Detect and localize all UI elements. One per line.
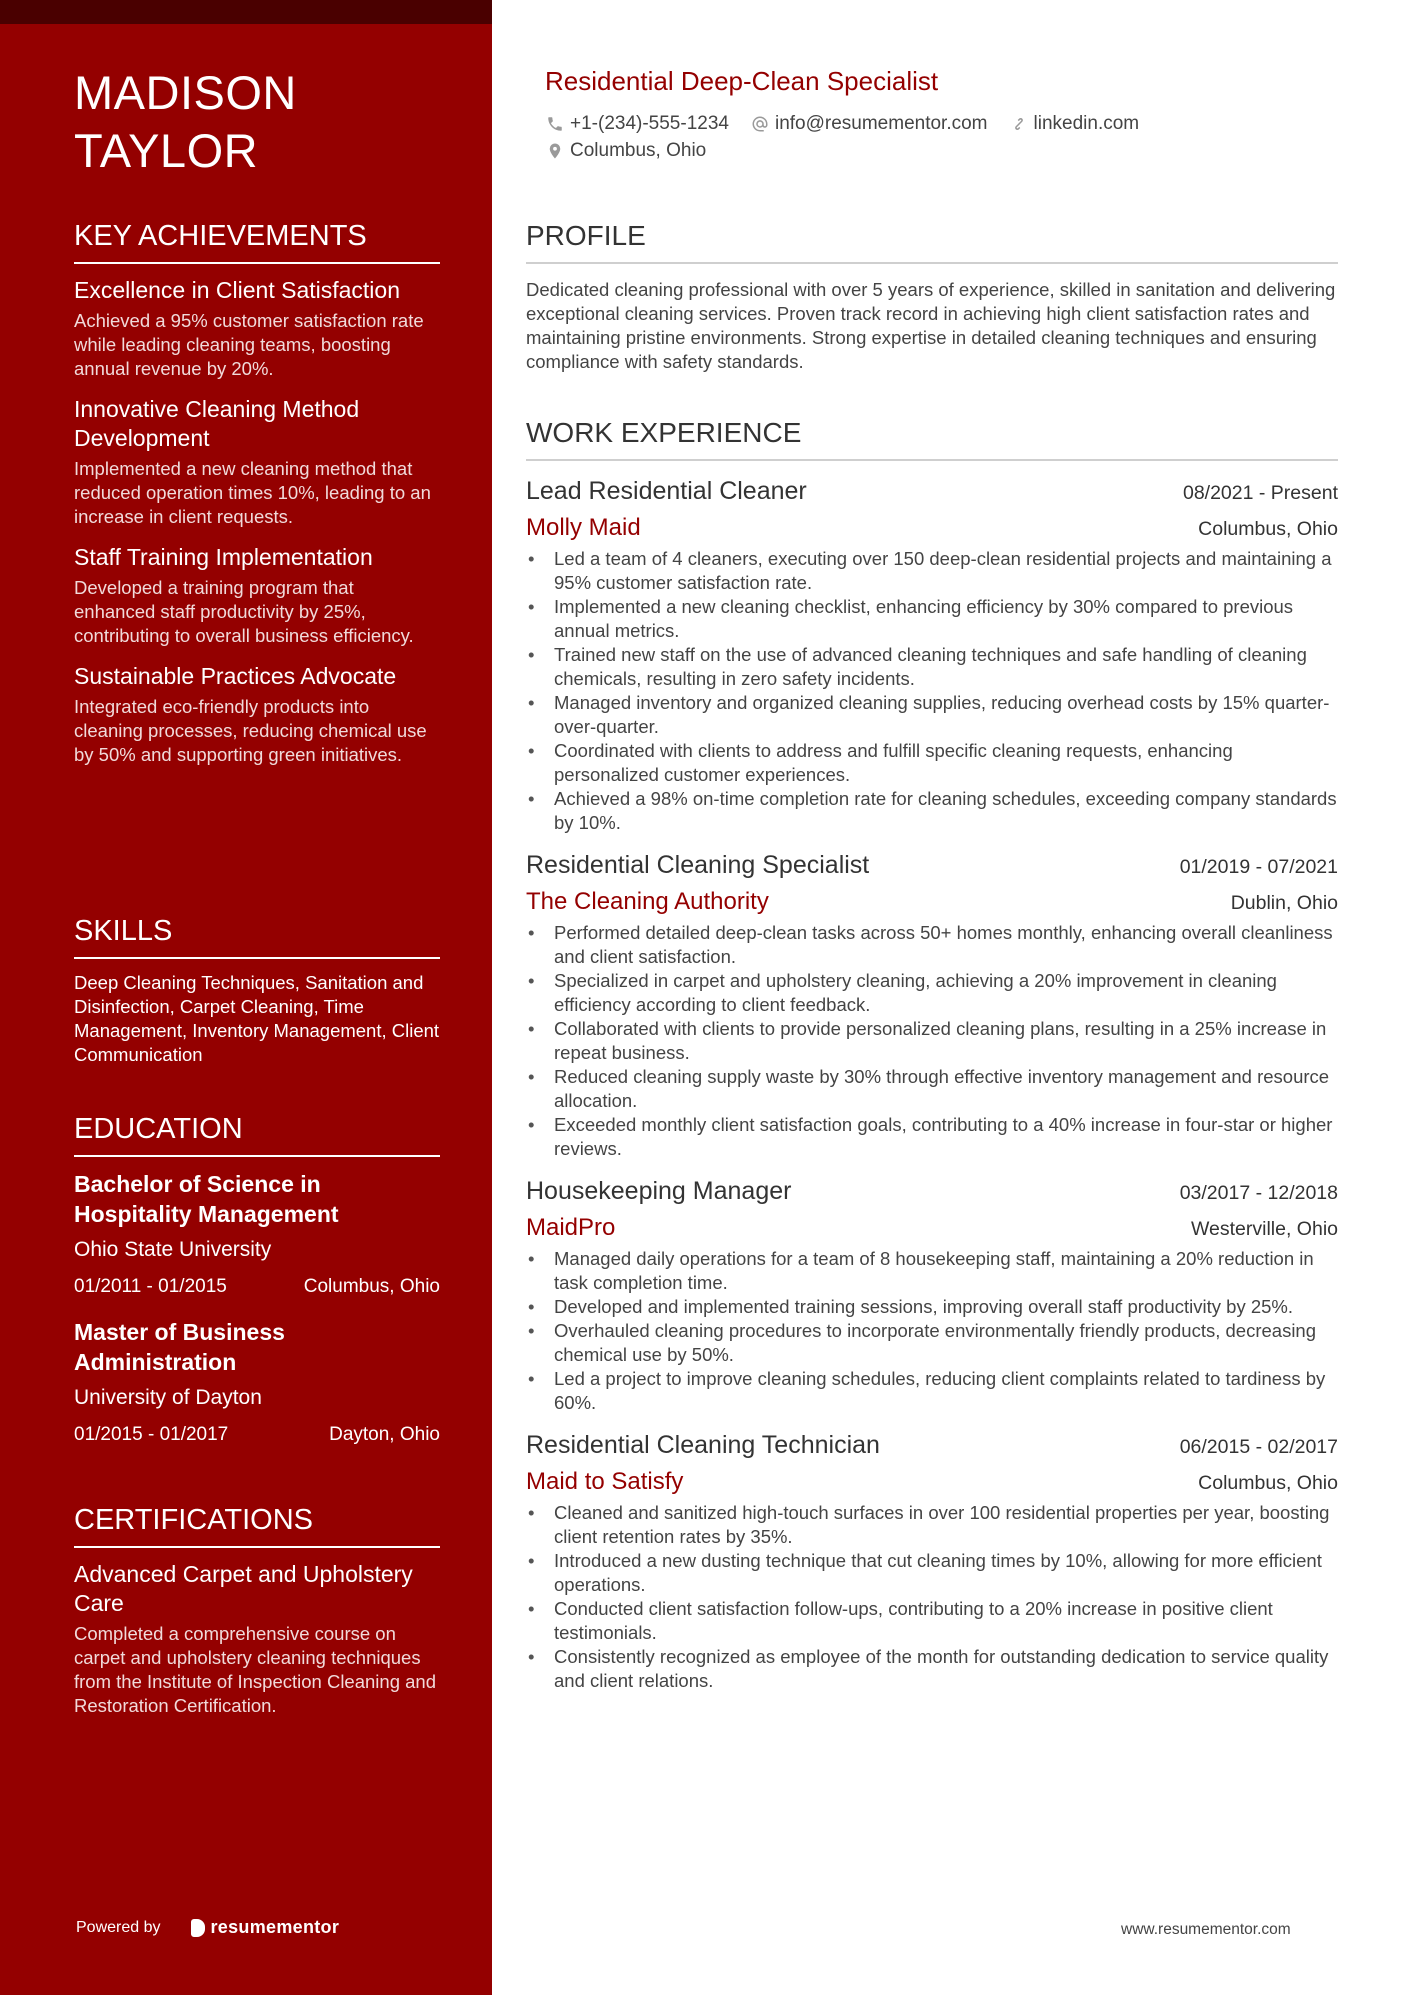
location-pin-icon [546,142,564,160]
resumementor-logo-icon [191,1919,205,1937]
achievement-title: Excellence in Client Satisfaction [74,277,400,303]
powered-by [76,1917,339,1938]
achievement-desc: Developed a training program that enhanced staff productivity by 25%, contributing to overall business efficiency. [74,577,414,646]
certifications-section [74,1502,440,1732]
sidebar [0,0,492,1995]
job-dates: 06/2015 - 02/2017 [1179,1436,1338,1458]
education-location: Columbus, Ohio [303,1276,440,1297]
phone-icon [546,115,564,133]
bullet-item: • Developed and implemented training sessions, improving overall staff productivity by 25%. [526,1295,1338,1319]
bullet-item: • Led a team of 4 cleaners, executing over 150 deep-clean residential projects and maintaining a 95% customer satisfaction rate. [526,547,1338,595]
job-company: Molly Maid [526,514,641,541]
bullet-item: • Implemented a new cleaning checklist, enhancing efficiency by 30% compared to previous annual metrics. [526,595,1338,643]
phone-text: +1-(234)-555-1234 [570,113,729,134]
target-job-title: Residential Deep-Clean Specialist [545,66,939,96]
bullet-item: • Specialized in carpet and upholstery cleaning, achieving a 20% improvement in cleaning efficiency according to client feedback. [526,969,1338,1017]
bullet-item: • Conducted client satisfaction follow-ups, contributing to a 20% increase in positive client testimonials. [526,1597,1338,1645]
sidebar-top-band [0,0,492,24]
certifications-heading: CERTIFICATIONS [74,1502,440,1548]
education-heading: EDUCATION [74,1111,440,1157]
job-location: Columbus, Ohio [1198,1472,1338,1494]
job-bullets [526,921,1338,1161]
achievement-desc: Integrated eco-friendly products into cleaning processes, reducing chemical use by 50% and supporting green initiatives. [74,696,427,765]
achievements-heading: KEY ACHIEVEMENTS [74,218,440,264]
job-dates: 03/2017 - 12/2018 [1179,1182,1338,1204]
email-text: info@resumementor.com [774,113,988,134]
bullet-item: • Achieved a 98% on-time completion rate for cleaning schedules, exceeding company standards by 10%. [526,787,1338,835]
bullet-item: • Cleaned and sanitized high-touch surfaces in over 100 residential properties per year, boosting client retention rates by 35%. [526,1501,1338,1549]
certification-title: Advanced Carpet and Upholstery Care [74,1561,413,1616]
bullet-item: • Performed detailed deep-clean tasks across 50+ homes monthly, enhancing overall cleanliness and client satisfaction. [526,921,1338,969]
contact-phone [546,113,729,135]
bullet-item: • Introduced a new dusting technique that cut cleaning times by 10%, allowing for more efficient operations. [526,1549,1338,1597]
education-school: Ohio State University [74,1238,272,1261]
bullet-item: • Trained new staff on the use of advanced cleaning techniques and safe handling of cleaning chemicals, resulting in zero safety incidents. [526,643,1338,691]
at-icon [751,115,769,133]
education-dates: 01/2015 - 01/2017 [74,1424,229,1445]
achievement-title: Staff Training Implementation [74,544,373,570]
profile-section [526,218,1338,374]
job-bullets [526,547,1338,835]
bullet-item: • Managed inventory and organized cleaning supplies, reducing overhead costs by 15% quarter-over-quarter. [526,691,1338,739]
skills-heading: SKILLS [74,913,440,959]
achievement-item [74,395,440,529]
job-location: Westerville, Ohio [1190,1218,1338,1240]
experience-heading: WORK EXPERIENCE [526,415,1338,461]
education-section [74,1111,440,1465]
bullet-item: • Collaborated with clients to provide personalized cleaning plans, resulting in a 25% increase in repeat business. [526,1017,1338,1065]
job-company: Maid to Satisfy [526,1468,684,1495]
achievement-item [74,543,440,648]
job-dates: 01/2019 - 07/2021 [1179,856,1338,878]
achievement-title: Innovative Cleaning Method Development [74,396,360,451]
job-entry [526,475,1338,835]
job-role: Housekeeping Manager [526,1177,792,1205]
job-entry [526,1175,1338,1415]
education-item [74,1169,440,1299]
skills-list: Deep Cleaning Techniques, Sanitation and Disinfection, Carpet Cleaning, Time Management, Inventory Management, Client Communication [74,972,440,1065]
profile-heading: PROFILE [526,218,1338,264]
bullet-item: • Consistently recognized as employee of the month for outstanding dedication to service quality and client relations. [526,1645,1338,1693]
powered-by-label: Powered by [76,1918,161,1936]
education-item [74,1317,440,1447]
contact-location [546,140,706,162]
education-dates: 01/2011 - 01/2015 [74,1276,227,1297]
linkedin-text: linkedin.com [1033,113,1140,134]
achievement-desc: Implemented a new cleaning method that reduced operation times 10%, leading to an increase in client requests. [74,458,431,527]
job-role: Lead Residential Cleaner [526,477,807,505]
contact-row-1 [546,113,1161,135]
job-bullets [526,1501,1338,1693]
contact-email[interactable] [751,113,988,135]
profile-text: Dedicated cleaning professional with over 5 years of experience, skilled in sanitation and delivering exceptional cleaning services. Proven track record in achieving high client satisfaction rates and maintaining pristine environments. Strong expertise in detailed cleaning techniques and ensuring compliance with safety standards. [526,279,1336,372]
job-role: Residential Cleaning Technician [526,1431,880,1459]
education-location: Dayton, Ohio [329,1424,440,1445]
job-company: MaidPro [526,1214,616,1241]
job-location: Columbus, Ohio [1198,518,1338,540]
brand-name: resumementor [210,1917,340,1937]
bullet-item: • Managed daily operations for a team of 8 housekeeping staff, maintaining a 20% reduction in task completion time. [526,1247,1338,1295]
bullet-item: • Coordinated with clients to address and fulfill specific cleaning requests, enhancing personalized customer experiences. [526,739,1338,787]
certification-desc: Completed a comprehensive course on carpet and upholstery cleaning techniques from the Institute of Inspection Cleaning and Restoration Certification. [74,1623,436,1716]
achievements-section [74,218,440,781]
skills-section [74,913,440,1067]
bullet-item: • Reduced cleaning supply waste by 30% through effective inventory management and resource allocation. [526,1065,1338,1113]
footer-url[interactable]: www.resumementor.com [1121,1921,1291,1938]
job-company: The Cleaning Authority [526,888,769,915]
job-dates: 08/2021 - Present [1182,482,1338,504]
bullet-item: • Exceeded monthly client satisfaction goals, contributing to a 40% increase in four-star or higher reviews. [526,1113,1338,1161]
job-bullets [526,1247,1338,1415]
education-school: University of Dayton [74,1386,262,1409]
job-entry [526,1429,1338,1693]
candidate-name: MADISON TAYLOR [74,66,297,177]
education-degree: Bachelor of Science in Hospitality Management [74,1171,339,1227]
link-icon [1010,115,1028,133]
bullet-item: • Overhauled cleaning procedures to incorporate environmentally friendly products, decreasing chemical use by 50%. [526,1319,1338,1367]
achievement-item [74,662,440,767]
bullet-item: • Led a project to improve cleaning schedules, reducing client complaints related to tardiness by 60%. [526,1367,1338,1415]
education-degree: Master of Business Administration [74,1319,285,1375]
achievement-item [74,276,440,381]
job-entry [526,849,1338,1161]
location-text: Columbus, Ohio [570,140,707,161]
contact-row-2 [546,140,728,162]
contact-linkedin[interactable] [1010,113,1140,135]
achievement-title: Sustainable Practices Advocate [74,663,397,689]
job-location: Dublin, Ohio [1230,892,1338,914]
experience-section [526,415,1338,1707]
certification-item [74,1560,440,1718]
achievement-desc: Achieved a 95% customer satisfaction rate while leading cleaning teams, boosting annual revenue by 20%. [74,310,424,379]
job-role: Residential Cleaning Specialist [526,851,870,879]
